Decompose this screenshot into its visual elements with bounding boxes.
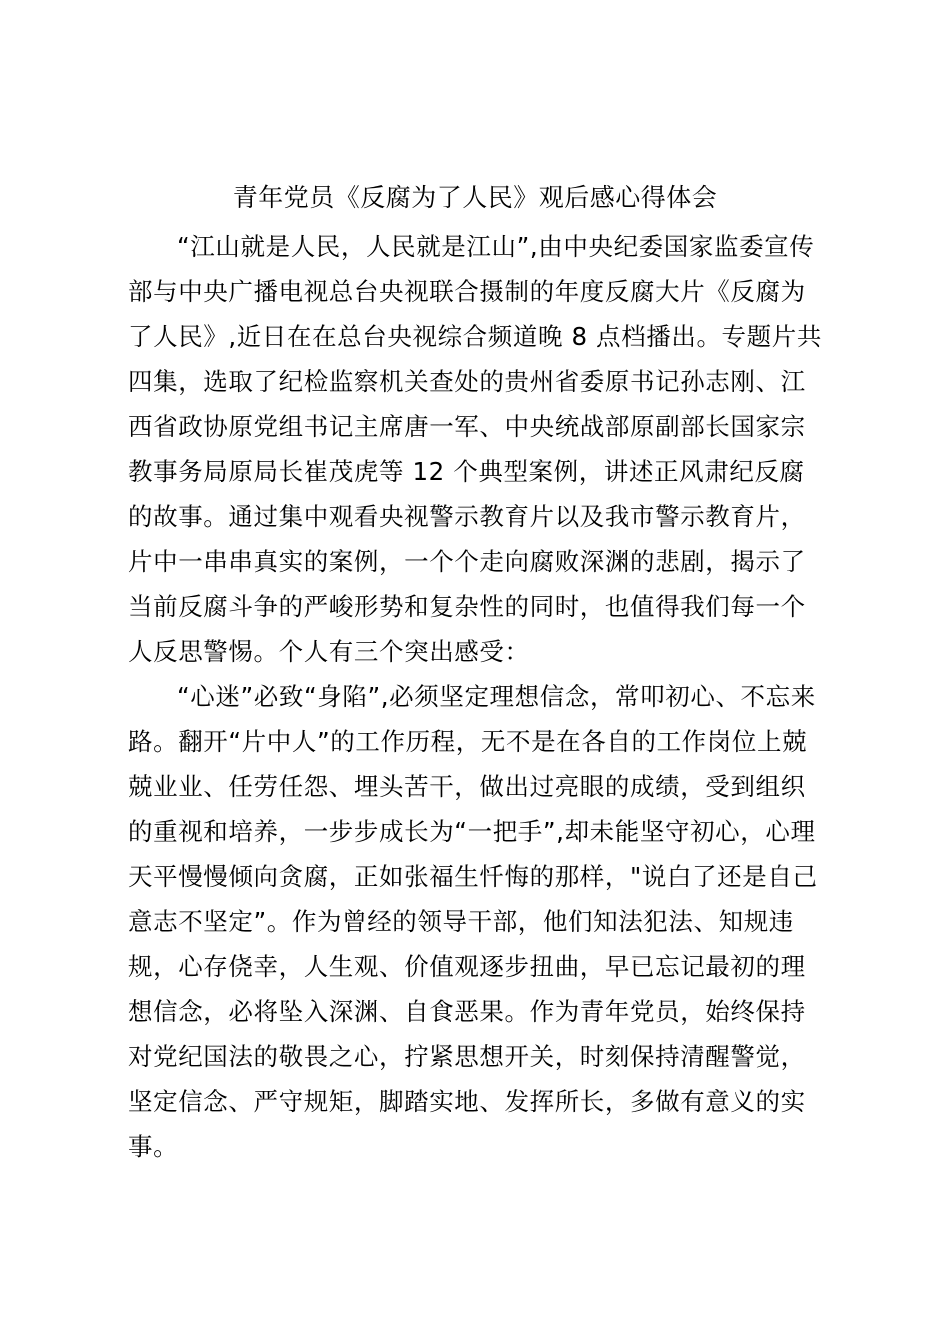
paragraph-2 — [128, 674, 838, 1169]
paragraph-line: 兢业业、任劳任怨、埋头苦干，做出过亮眼的成绩，受到组织 — [128, 772, 806, 801]
paragraph-line: 的故事。通过集中观看央视警示教育片以及我市警示教育片， — [128, 502, 806, 531]
paragraph-line: 事。 — [128, 1132, 179, 1161]
paragraph-line: 部与中央广播电视总台央视联合摄制的年度反腐大片《反腐为 — [128, 277, 806, 306]
paragraph-line: 西省政协原党组书记主席唐一军、中央统战部原副部长国家宗 — [128, 412, 806, 441]
paragraph-line: 人反思警惕。个人有三个突出感受： — [128, 637, 530, 666]
paragraph-1 — [128, 224, 838, 674]
document-title: 青年党员《反腐为了人民》观后感心得体会 — [232, 183, 718, 212]
paragraph-line: 意志不坚定”。作为曾经的领导干部，他们知法犯法、知规违 — [128, 907, 794, 936]
paragraph-line: 路。翻开“片中人”的工作历程，无不是在各自的工作岗位上兢 — [128, 727, 808, 756]
paragraph-line: 教事务局原局长崔茂虎等 12 个典型案例，讲述正风肃纪反腐 — [128, 457, 805, 486]
paragraph-line: 规，心存侥幸，人生观、价值观逐步扭曲，早已忘记最初的理 — [128, 952, 806, 981]
paragraph-line: “心迷”必致“身陷”,必须坚定理想信念，常叩初心、不忘来 — [177, 682, 816, 711]
paragraph-line: 想信念，必将坠入深渊、自食恶果。作为青年党员，始终保持 — [128, 997, 806, 1026]
paragraph-line: 四集，选取了纪检监察机关查处的贵州省委原书记孙志刚、江 — [128, 367, 806, 396]
paragraph-line: 了人民》,近日在在总台央视综合频道晚 8 点档播出。专题片共 — [128, 322, 822, 351]
paragraph-line: 片中一串串真实的案例，一个个走向腐败深渊的悲剧，揭示了 — [128, 547, 806, 576]
paragraph-line: 对党纪国法的敬畏之心，拧紧思想开关，时刻保持清醒警觉， — [128, 1042, 806, 1071]
paragraph-line: 坚定信念、严守规矩，脚踏实地、发挥所长，多做有意义的实 — [128, 1087, 806, 1116]
paragraph-line: “江山就是人民，人民就是江山”,由中央纪委国家监委宣传 — [177, 232, 815, 261]
paragraph-line: 天平慢慢倾向贪腐，正如张福生忏悔的那样，"说白了还是自己 — [128, 862, 818, 891]
paragraph-line: 的重视和培养，一步步成长为“一把手”,却未能坚守初心，心理 — [128, 817, 816, 846]
paragraph-line: 当前反腐斗争的严峻形势和复杂性的同时，也值得我们每一个 — [128, 592, 806, 621]
document-body — [128, 224, 838, 1169]
